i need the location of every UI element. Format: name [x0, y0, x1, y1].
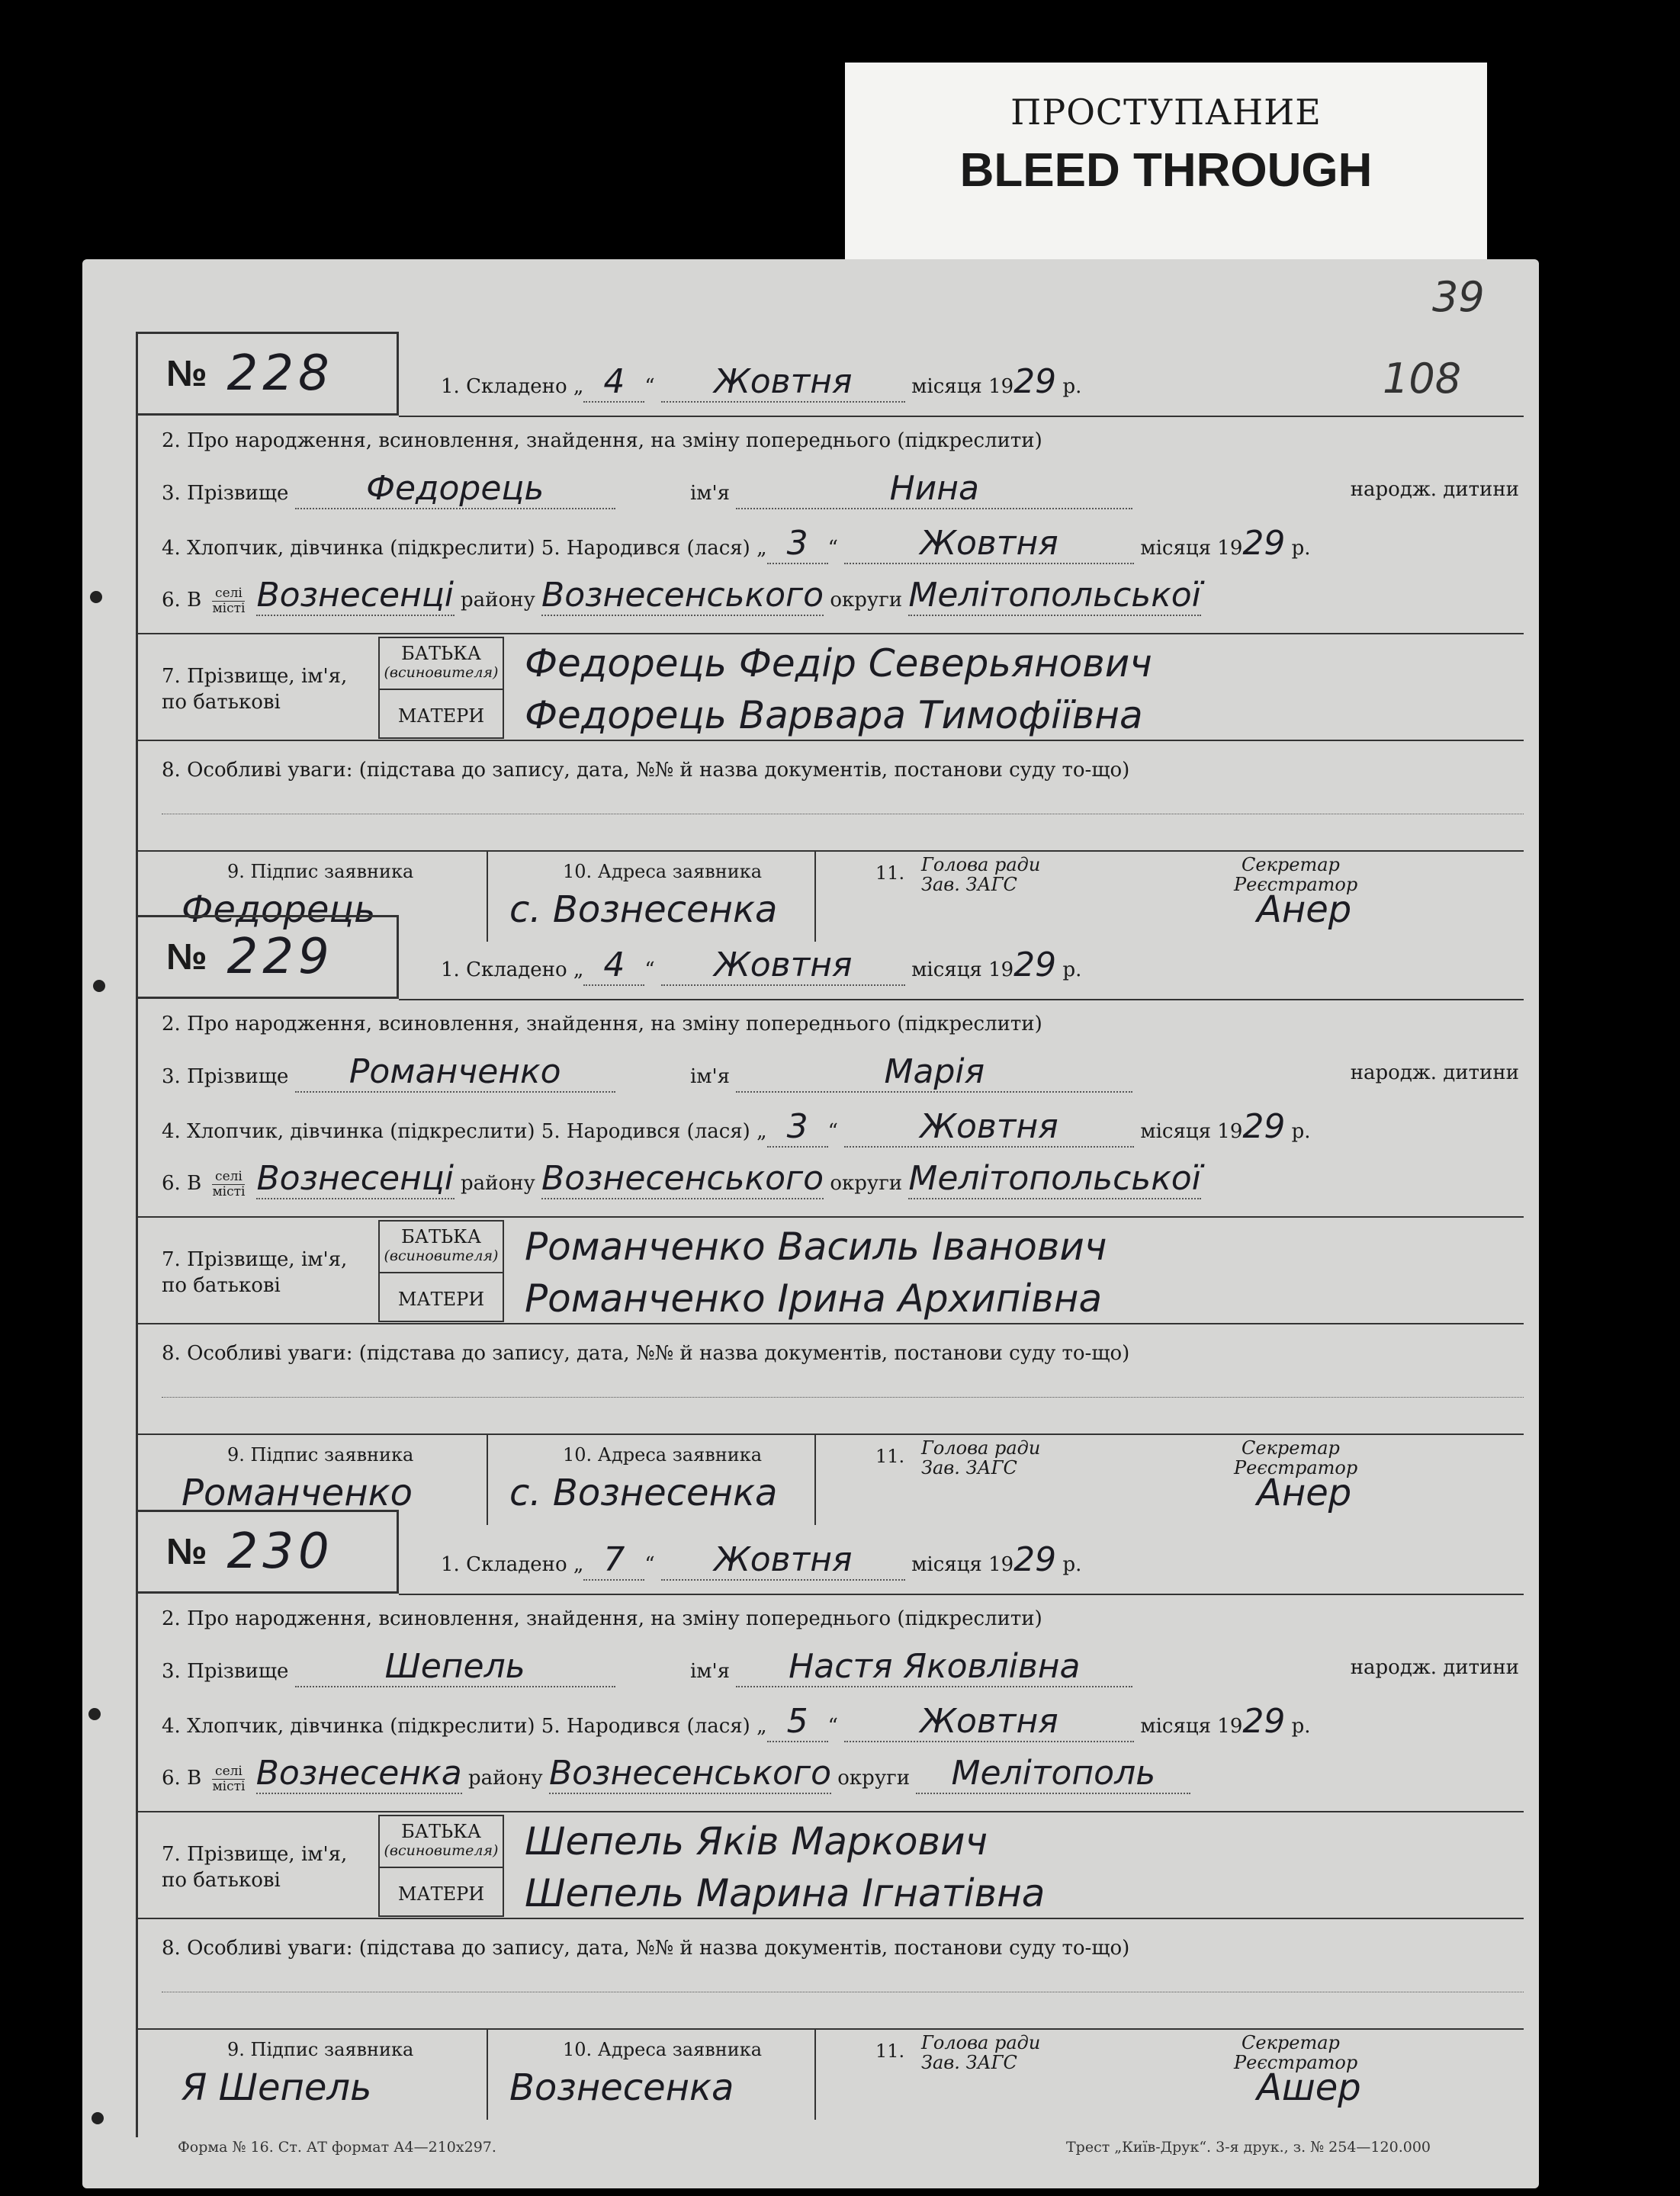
notes-line: 8. Особливі уваги: (підстава до запису, дата, №№ й назва документів, постанови суду то-що) — [162, 1937, 1130, 1960]
applicant-address: с. Вознесенка — [509, 1472, 778, 1514]
surname-label: 3. Прізвище — [162, 482, 289, 505]
document-sheet — [82, 259, 1539, 2188]
month-label: місяця 19 — [911, 958, 1014, 981]
head-council-label: Голова ради — [921, 2032, 1041, 2053]
composed-month: Жовтня — [661, 1540, 905, 1581]
father-value: Романченко Василь Іванович — [525, 1225, 1107, 1269]
notes-line: 8. Особливі уваги: (підстава до запису, дата, №№ й назва документів, постанови суду то-що) — [162, 1342, 1130, 1365]
village-label: селі — [212, 1170, 245, 1185]
birth-record — [136, 1510, 1524, 2124]
father-sub-label: (всиновителя) — [384, 1247, 499, 1264]
rule — [136, 633, 1524, 634]
applicant-address: с. Вознесенка — [509, 888, 778, 931]
father-label: БАТЬКА — [401, 1226, 481, 1247]
rule — [487, 2028, 488, 2120]
rule — [399, 416, 1524, 417]
birth-year: 29 — [1242, 524, 1286, 563]
composed-line: 1. Складено „ 4 “ Жовтня місяця 1929 р. — [441, 946, 1082, 984]
record-number: 230 — [226, 1523, 334, 1580]
item-11-label: 11. — [875, 1446, 905, 1467]
year-suffix: р. — [1291, 1715, 1311, 1738]
composed-month: Жовтня — [661, 362, 905, 403]
birth-line: 4. Хлопчик, дівчинка (підкреслити) 5. Народився (лася) „ 3 “ Жовтня місяця 1929 р. — [162, 524, 1311, 563]
applicant-sig-label: 9. Підпис заявника — [227, 2039, 414, 2060]
village-value: Вознесенці — [256, 1159, 455, 1198]
father-line — [525, 1819, 988, 1864]
sex-label: 4. Хлопчик, дівчинка (підкреслити) 5. Народився (лася) — [162, 1120, 750, 1143]
father-value: Шепель Яків Маркович — [525, 1819, 988, 1864]
rule — [399, 1594, 1524, 1595]
mother-label: МАТЕРИ — [397, 1289, 485, 1310]
names-label-1: 7. Прізвище, ім'я, — [162, 1248, 348, 1271]
head-zags-label: Зав. ЗАГС — [921, 1457, 1017, 1478]
composed-month: Жовтня — [661, 946, 905, 986]
district-label: району — [461, 589, 535, 612]
child-label: народж. дитини — [1350, 1656, 1519, 1679]
mother-line — [525, 693, 1143, 737]
head-council-label: Голова ради — [921, 1437, 1041, 1459]
applicant-sig-label: 9. Підпис заявника — [227, 1444, 414, 1466]
child-label: народж. дитини — [1350, 478, 1519, 501]
applicant-address: Вознесенка — [509, 2066, 734, 2109]
registrar-signature: Анер — [1257, 1472, 1352, 1514]
punch-hole — [93, 980, 105, 992]
village-label: селі — [212, 1764, 245, 1780]
year-suffix: р. — [1291, 537, 1311, 560]
rule — [136, 1918, 1524, 1919]
names-label-2: по батькові — [162, 1274, 281, 1297]
punch-hole — [92, 2112, 104, 2124]
applicant-signature: Федорець — [181, 888, 376, 931]
okrug-label: округи — [837, 1767, 911, 1790]
bleed-through-label — [845, 63, 1487, 259]
village-town-fraction — [212, 1764, 245, 1794]
year-suffix: р. — [1062, 958, 1082, 981]
year-suffix: р. — [1062, 1553, 1082, 1576]
year-suffix: р. — [1291, 1120, 1311, 1143]
birth-record — [136, 915, 1524, 1530]
father-sub-label: (всиновителя) — [384, 1842, 499, 1859]
month-label: місяця 19 — [1140, 1120, 1243, 1143]
place-line — [162, 1754, 1190, 1794]
okrug-value: Мелітопольської — [908, 576, 1201, 615]
composed-line: 1. Складено „ 7 “ Жовтня місяця 1929 р. — [441, 1540, 1082, 1579]
name-label: ім'я — [689, 1660, 731, 1683]
rule — [136, 1323, 1524, 1324]
signature-block — [136, 2028, 1524, 2120]
village-value: Вознесенці — [256, 576, 455, 615]
father-label: БАТЬКА — [401, 643, 481, 664]
composed-day: 4 — [583, 946, 644, 986]
mother-label: МАТЕРИ — [397, 1883, 485, 1905]
names-label-1: 7. Прізвище, ім'я, — [162, 665, 348, 688]
birth-day: 5 — [767, 1702, 828, 1742]
composed-year: 29 — [1013, 362, 1057, 401]
record-number-box — [136, 332, 399, 416]
birth-day: 3 — [767, 524, 828, 564]
about-line: 2. Про народження, всиновлення, знайдення, на зміну попереднього (підкреслити) — [162, 429, 1042, 452]
birth-day: 3 — [767, 1107, 828, 1148]
corner-folio-number: 39 — [1432, 273, 1485, 321]
parents-block — [136, 637, 1524, 751]
head-zags-label: Зав. ЗАГС — [921, 2052, 1017, 2073]
about-line: 2. Про народження, всиновлення, знайдення, на зміну попереднього (підкреслити) — [162, 1013, 1042, 1035]
surname-line — [162, 1647, 1519, 1687]
registrar-signature: Анер — [1257, 888, 1352, 931]
composed-day: 7 — [583, 1540, 644, 1581]
village-town-fraction — [212, 1170, 245, 1199]
record-number-box — [136, 915, 399, 999]
father-label: БАТЬКА — [401, 1821, 481, 1842]
record-number-box — [136, 1510, 399, 1594]
sex-label: 4. Хлопчик, дівчинка (підкреслити) 5. Народився (лася) — [162, 537, 750, 560]
applicant-address-label: 10. Адреса заявника — [563, 861, 763, 882]
names-label-1: 7. Прізвище, ім'я, — [162, 1843, 348, 1866]
notes-dotted-rule — [162, 1397, 1524, 1398]
town-label: місті — [212, 600, 246, 616]
names-label — [162, 1841, 347, 1893]
place-line — [162, 1159, 1201, 1199]
birth-record — [136, 332, 1524, 946]
rule — [814, 2028, 816, 2120]
sex-label: 4. Хлопчик, дівчинка (підкреслити) 5. Народився (лася) — [162, 1715, 750, 1738]
composed-label: 1. Складено — [441, 375, 567, 398]
okrug-label: округи — [830, 589, 903, 612]
okrug-label: округи — [830, 1172, 903, 1195]
mother-label-box — [378, 689, 504, 739]
birth-month: Жовтня — [844, 1107, 1134, 1148]
surname-line — [162, 1052, 1519, 1093]
applicant-sig-label: 9. Підпис заявника — [227, 861, 414, 882]
punch-hole — [88, 1708, 101, 1720]
number-sign: № — [166, 936, 207, 978]
parents-block — [136, 1220, 1524, 1334]
surname-line — [162, 469, 1519, 509]
punch-hole — [90, 591, 102, 603]
father-sub-label: (всиновителя) — [384, 664, 499, 681]
applicant-signature: Романченко — [181, 1472, 413, 1514]
secretary-label: Секретар — [1242, 1437, 1340, 1459]
names-label — [162, 1247, 347, 1299]
child-label: народж. дитини — [1350, 1061, 1519, 1084]
names-label-2: по батькові — [162, 1869, 281, 1892]
mother-value: Федорець Варвара Тимофіївна — [525, 693, 1143, 737]
name-label: ім'я — [689, 1065, 731, 1088]
okrug-value: Мелітопольської — [908, 1159, 1201, 1198]
surname-value: Романченко — [295, 1052, 615, 1093]
applicant-address-label: 10. Адреса заявника — [563, 1444, 763, 1466]
notes-line: 8. Особливі уваги: (підстава до запису, дата, №№ й назва документів, постанови суду то-що) — [162, 759, 1130, 782]
place-label: 6. В — [162, 1172, 202, 1195]
place-label: 6. В — [162, 589, 202, 612]
village-town-fraction — [212, 586, 245, 616]
composed-year: 29 — [1013, 1540, 1057, 1579]
birth-year: 29 — [1242, 1107, 1286, 1146]
corner-page-number: 108 — [1383, 355, 1462, 403]
record-number: 228 — [226, 345, 334, 402]
registrar-label: Реєстратор — [1234, 874, 1358, 895]
month-label: місяця 19 — [1140, 537, 1243, 560]
surname-label: 3. Прізвище — [162, 1065, 289, 1088]
rule — [136, 1811, 1524, 1812]
footer-form-id: Форма № 16. Ст. АТ формат А4—210х297. — [178, 2139, 496, 2156]
parents-block — [136, 1815, 1524, 1929]
town-label: місті — [212, 1183, 246, 1199]
name-value: Нина — [736, 469, 1132, 509]
registrar-label: Реєстратор — [1234, 2052, 1358, 2073]
name-value: Настя Яковлівна — [736, 1647, 1132, 1687]
record-number: 229 — [226, 929, 334, 985]
birth-line: 4. Хлопчик, дівчинка (підкреслити) 5. Народився (лася) „ 5 “ Жовтня місяця 1929 р. — [162, 1702, 1311, 1741]
surname-value: Федорець — [295, 469, 615, 509]
mother-value: Романченко Ірина Архипівна — [525, 1276, 1103, 1321]
birth-month: Жовтня — [844, 1702, 1134, 1742]
father-label-box — [378, 637, 504, 690]
label-cyrillic: ПРОСТУПАНИЕ — [1010, 92, 1322, 133]
name-value: Марія — [736, 1052, 1132, 1093]
district-value: Вознесенського — [541, 1159, 824, 1198]
mother-line — [525, 1871, 1045, 1915]
number-sign: № — [166, 1531, 207, 1572]
number-sign: № — [166, 353, 207, 394]
father-label-box — [378, 1220, 504, 1273]
okrug-value: Мелітополь — [916, 1754, 1190, 1794]
composed-day: 4 — [583, 362, 644, 403]
mother-label-box — [378, 1867, 504, 1917]
place-line — [162, 576, 1201, 616]
label-english: BLEED THROUGH — [959, 144, 1373, 197]
applicant-address-label: 10. Адреса заявника — [563, 2039, 763, 2060]
mother-line — [525, 1276, 1102, 1321]
rule — [399, 999, 1524, 1000]
composed-line: 1. Складено „ 4 “ Жовтня місяця 1929 р. — [441, 362, 1082, 401]
town-label: місті — [212, 1778, 246, 1794]
year-suffix: р. — [1062, 375, 1082, 398]
mother-label-box — [378, 1272, 504, 1322]
district-label: району — [467, 1767, 543, 1790]
birth-line: 4. Хлопчик, дівчинка (підкреслити) 5. Народився (лася) „ 3 “ Жовтня місяця 1929 р. — [162, 1107, 1311, 1146]
father-label-box — [378, 1815, 504, 1868]
district-value: Вознесенського — [548, 1754, 831, 1793]
about-line: 2. Про народження, всиновлення, знайдення, на зміну попереднього (підкреслити) — [162, 1607, 1042, 1630]
month-label: місяця 19 — [911, 375, 1014, 398]
footer-printer: Трест „Київ-Друк“. 3-я друк., з. № 254—120.000 — [1066, 2139, 1431, 2156]
names-label — [162, 663, 347, 715]
item-11-label: 11. — [875, 2040, 905, 2062]
surname-value: Шепель — [295, 1647, 615, 1687]
district-label: району — [461, 1172, 535, 1195]
secretary-label: Секретар — [1242, 2032, 1340, 2053]
head-council-label: Голова ради — [921, 854, 1041, 875]
registrar-signature: Ашер — [1257, 2066, 1361, 2109]
father-line — [525, 1225, 1107, 1269]
rule — [136, 740, 1524, 741]
name-label: ім'я — [689, 482, 731, 505]
mother-value: Шепель Марина Ігнатівна — [525, 1871, 1046, 1915]
registrar-label: Реєстратор — [1234, 1457, 1358, 1478]
rule — [136, 1216, 1524, 1218]
village-label: селі — [212, 586, 245, 602]
composed-label: 1. Складено — [441, 958, 567, 981]
village-value: Вознесенка — [255, 1754, 462, 1793]
applicant-signature: Я Шепель — [181, 2066, 372, 2109]
names-label-2: по батькові — [162, 691, 281, 714]
district-value: Вознесенського — [541, 576, 824, 615]
surname-label: 3. Прізвище — [162, 1660, 289, 1683]
father-line — [525, 641, 1152, 685]
mother-label: МАТЕРИ — [397, 705, 485, 727]
composed-year: 29 — [1013, 946, 1057, 984]
birth-month: Жовтня — [844, 524, 1134, 564]
month-label: місяця 19 — [911, 1553, 1014, 1576]
head-zags-label: Зав. ЗАГС — [921, 874, 1017, 895]
secretary-label: Секретар — [1242, 854, 1340, 875]
month-label: місяця 19 — [1140, 1715, 1243, 1738]
place-label: 6. В — [162, 1767, 202, 1790]
birth-year: 29 — [1242, 1702, 1286, 1741]
composed-label: 1. Складено — [441, 1553, 567, 1576]
item-11-label: 11. — [875, 862, 905, 884]
father-value: Федорець Федір Северьянович — [525, 641, 1152, 685]
